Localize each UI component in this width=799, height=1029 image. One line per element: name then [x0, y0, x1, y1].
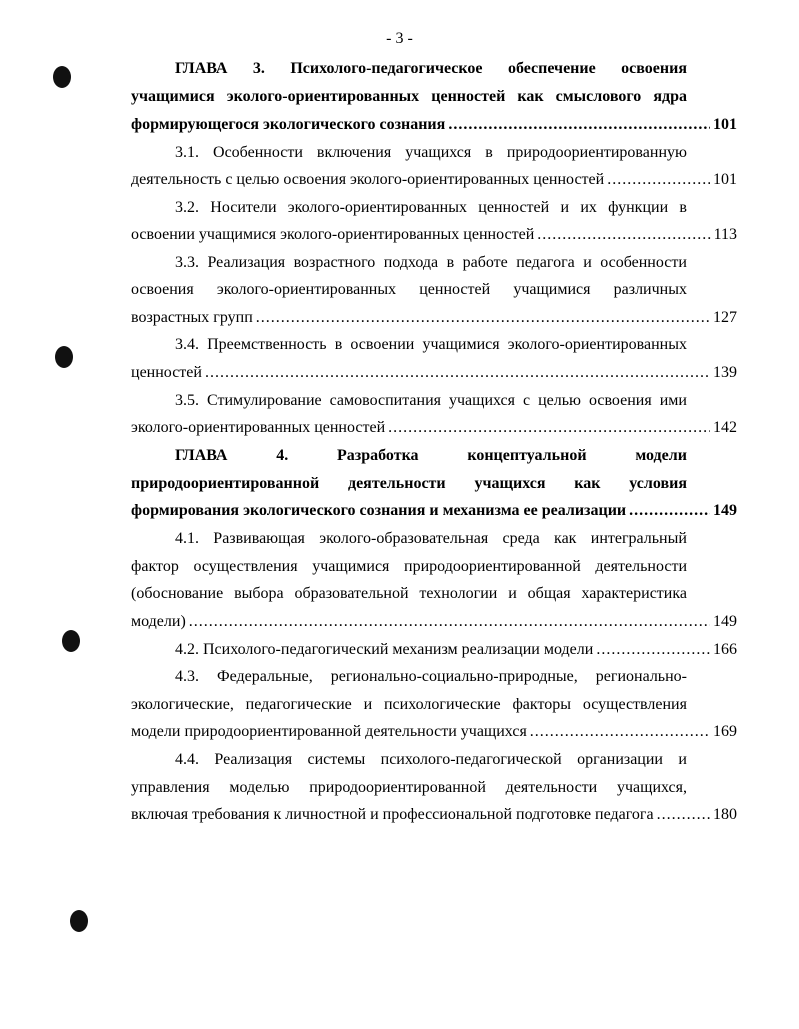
- section-4-1-line-3: [131, 582, 687, 606]
- word: ГЛАВА: [175, 447, 228, 464]
- chapter-3-title-line-1: [175, 57, 687, 81]
- word: учащимися: [422, 336, 500, 353]
- punch-hole-3: [62, 630, 80, 652]
- word: учащихся: [405, 144, 472, 161]
- toc-entry-3-1: [131, 168, 737, 192]
- page-number: - 3 -: [386, 30, 413, 47]
- word: обеспечение: [507, 60, 596, 77]
- toc-entry-chapter-3: [131, 113, 737, 137]
- chapter-4-title-last: формирования экологического сознания и механизма ее реализации: [131, 502, 627, 519]
- section-3-5-page: 142: [713, 419, 737, 436]
- word: учащихся: [474, 475, 546, 492]
- word: различных: [613, 281, 687, 298]
- word: Развивающая: [213, 530, 305, 547]
- word: функции: [608, 199, 669, 216]
- word: Реализация: [207, 254, 286, 271]
- word: и: [363, 696, 373, 713]
- word: Особенности: [213, 144, 303, 161]
- word: 3.3.: [175, 254, 199, 271]
- word: как: [574, 475, 601, 492]
- toc-entry-3-5: [131, 416, 737, 440]
- word: и: [678, 751, 687, 768]
- section-4-3-page: 169: [713, 723, 737, 740]
- word: смыслового: [555, 88, 642, 105]
- word: целью: [538, 392, 581, 409]
- dot-leader: [537, 223, 710, 247]
- section-3-3-text: возрастных групп: [131, 309, 253, 326]
- dot-leader: [657, 803, 710, 827]
- word: освоения: [131, 281, 194, 298]
- punch-hole-1: [53, 66, 71, 88]
- word: психологические: [383, 696, 501, 713]
- chapter-4-title-line-2: [131, 472, 687, 496]
- word: природоориентированной: [404, 558, 581, 575]
- word: освоения: [588, 392, 652, 409]
- word: экологические,: [131, 696, 234, 713]
- word: педагогические: [245, 696, 352, 713]
- word: условия: [629, 475, 687, 492]
- word: природоориентированной: [131, 475, 320, 492]
- word: осуществления: [582, 696, 687, 713]
- word: 4.3.: [175, 668, 199, 685]
- punch-hole-2: [55, 346, 73, 368]
- toc-entry-chapter-4: [131, 499, 737, 523]
- word: и: [560, 199, 570, 216]
- word: как: [517, 88, 544, 105]
- word: 3.1.: [175, 144, 199, 161]
- section-4-1-line-1: [175, 527, 687, 551]
- word: эколого-ориентированных: [507, 336, 687, 353]
- word: с: [523, 392, 531, 409]
- word: концептуальной: [467, 447, 587, 464]
- dot-leader: [256, 306, 710, 330]
- word: (обоснование: [131, 585, 224, 602]
- word: работе: [462, 254, 508, 271]
- word: как: [554, 530, 577, 547]
- word: эколого-ориентированных: [287, 199, 467, 216]
- toc-entry-3-2: [131, 223, 737, 247]
- word: психолого-педагогической: [380, 751, 562, 768]
- word: деятельности: [347, 475, 446, 492]
- chapter-4-title-line-1: [175, 444, 687, 468]
- section-4-1-page: 149: [713, 613, 737, 630]
- word: учащимися: [513, 281, 591, 298]
- section-4-3-line-1: [175, 665, 687, 689]
- section-3-5-line-1: [175, 389, 687, 413]
- word: 3.5.: [175, 392, 199, 409]
- word: технологии: [419, 585, 498, 602]
- word: Реализация: [214, 751, 293, 768]
- punch-hole-4: [70, 910, 88, 932]
- word: Преемственность: [207, 336, 327, 353]
- word: деятельности: [595, 558, 687, 575]
- word: в: [334, 336, 343, 353]
- word: педагога: [516, 254, 575, 271]
- word: ценностей: [431, 88, 506, 105]
- toc-entry-3-3: [131, 306, 737, 330]
- word: особенности: [600, 254, 687, 271]
- word: факторы: [512, 696, 571, 713]
- section-4-3-line-2: [131, 693, 687, 717]
- word: 4.1.: [175, 530, 199, 547]
- word: организации: [577, 751, 663, 768]
- word: 3.: [252, 60, 265, 77]
- word: 3.2.: [175, 199, 199, 216]
- word: регионально-социально-природные,: [330, 668, 578, 685]
- word: учащихся: [448, 392, 516, 409]
- word: освоения: [621, 60, 687, 77]
- toc-entry-4-4: [131, 803, 737, 827]
- word: характеристика: [581, 585, 687, 602]
- word: природоориентированной: [309, 779, 486, 796]
- section-4-2-page: 166: [713, 641, 737, 658]
- word: регионально-: [595, 668, 687, 685]
- word: интегральный: [590, 530, 687, 547]
- section-3-1-line-1: [175, 141, 687, 165]
- dot-leader: [607, 168, 710, 192]
- word: Федеральные,: [217, 668, 313, 685]
- chapter-3-title-line-2: [131, 85, 687, 109]
- dot-leader: [530, 720, 710, 744]
- word: общая: [527, 585, 571, 602]
- word: ядра: [653, 88, 687, 105]
- toc-entry-4-1: [131, 610, 737, 634]
- section-3-4-line-1: [175, 333, 687, 357]
- word: 4.4.: [175, 751, 199, 768]
- word: возрастного: [293, 254, 376, 271]
- word: образовательной: [294, 585, 409, 602]
- word: в: [485, 144, 493, 161]
- word: 3.4.: [175, 336, 199, 353]
- section-3-3-line-1: [175, 251, 687, 275]
- word: 4.: [276, 447, 289, 464]
- word: учащимися: [131, 88, 215, 105]
- word: ценностей: [478, 199, 550, 216]
- chapter-3-page: 101: [713, 116, 737, 133]
- section-4-2-text: 4.2. Психолого-педагогический механизм реализации модели: [175, 641, 594, 658]
- toc-entry-3-4: [131, 361, 737, 385]
- word: в: [679, 199, 687, 216]
- word: ценностей: [419, 281, 491, 298]
- word: Носители: [210, 199, 277, 216]
- word: осуществления: [193, 558, 298, 575]
- word: самовоспитания: [329, 392, 441, 409]
- section-4-4-line-1: [175, 748, 687, 772]
- section-3-4-text: ценностей: [131, 364, 202, 381]
- word: Стимулирование: [206, 392, 322, 409]
- section-4-4-page: 180: [713, 806, 737, 823]
- dot-leader: [596, 638, 710, 662]
- chapter-4-page: 149: [713, 502, 737, 519]
- word: фактор: [131, 558, 179, 575]
- word: системы: [307, 751, 366, 768]
- word: учащихся,: [616, 779, 687, 796]
- word: в: [446, 254, 455, 271]
- word: природоориентированную: [506, 144, 687, 161]
- section-4-3-text: модели природоориентированной деятельности учащихся: [131, 723, 527, 740]
- word: Разработка: [337, 447, 419, 464]
- section-3-1-text: деятельность с целью освоения эколого-ориентированных ценностей: [131, 171, 605, 188]
- word: моделью: [229, 779, 290, 796]
- dot-leader: [388, 416, 710, 440]
- section-3-2-page: 113: [713, 226, 737, 243]
- word: эколого-ориентированных: [226, 88, 420, 105]
- word: освоении: [350, 336, 415, 353]
- section-3-2-text: освоении учащимися эколого-ориентированных ценностей: [131, 226, 535, 243]
- dot-leader: [629, 499, 710, 523]
- toc-entry-4-3: [131, 720, 737, 744]
- word: ими: [659, 392, 687, 409]
- word: включения: [316, 144, 392, 161]
- dot-leader: [448, 113, 710, 137]
- section-3-3-line-2: [131, 278, 687, 302]
- word: управления: [131, 779, 210, 796]
- section-4-4-line-2: [131, 776, 687, 800]
- section-3-2-line-1: [175, 196, 687, 220]
- word: модели: [635, 447, 687, 464]
- word: их: [580, 199, 597, 216]
- word: подхода: [383, 254, 439, 271]
- dot-leader: [205, 361, 710, 385]
- word: эколого-ориентированных: [216, 281, 397, 298]
- section-3-4-page: 139: [713, 364, 737, 381]
- word: деятельности: [505, 779, 598, 796]
- word: эколого-образовательная: [319, 530, 489, 547]
- word: и: [508, 585, 517, 602]
- section-3-1-page: 101: [713, 171, 737, 188]
- toc-entry-4-2: [175, 638, 737, 662]
- word: учащимися: [312, 558, 390, 575]
- section-4-1-text: модели): [131, 613, 186, 630]
- section-3-3-page: 127: [713, 309, 737, 326]
- dot-leader: [189, 610, 710, 634]
- section-3-5-text: эколого-ориентированных ценностей: [131, 419, 386, 436]
- word: и: [583, 254, 592, 271]
- section-4-1-line-2: [131, 555, 687, 579]
- chapter-3-title-last: формирующегося экологического сознания: [131, 116, 446, 133]
- word: Психолого-педагогическое: [290, 60, 483, 77]
- word: среда: [502, 530, 540, 547]
- section-4-4-text: включая требования к личностной и профессиональной подготовке педагога: [131, 806, 654, 823]
- word: ГЛАВА: [175, 60, 228, 77]
- word: выбора: [234, 585, 284, 602]
